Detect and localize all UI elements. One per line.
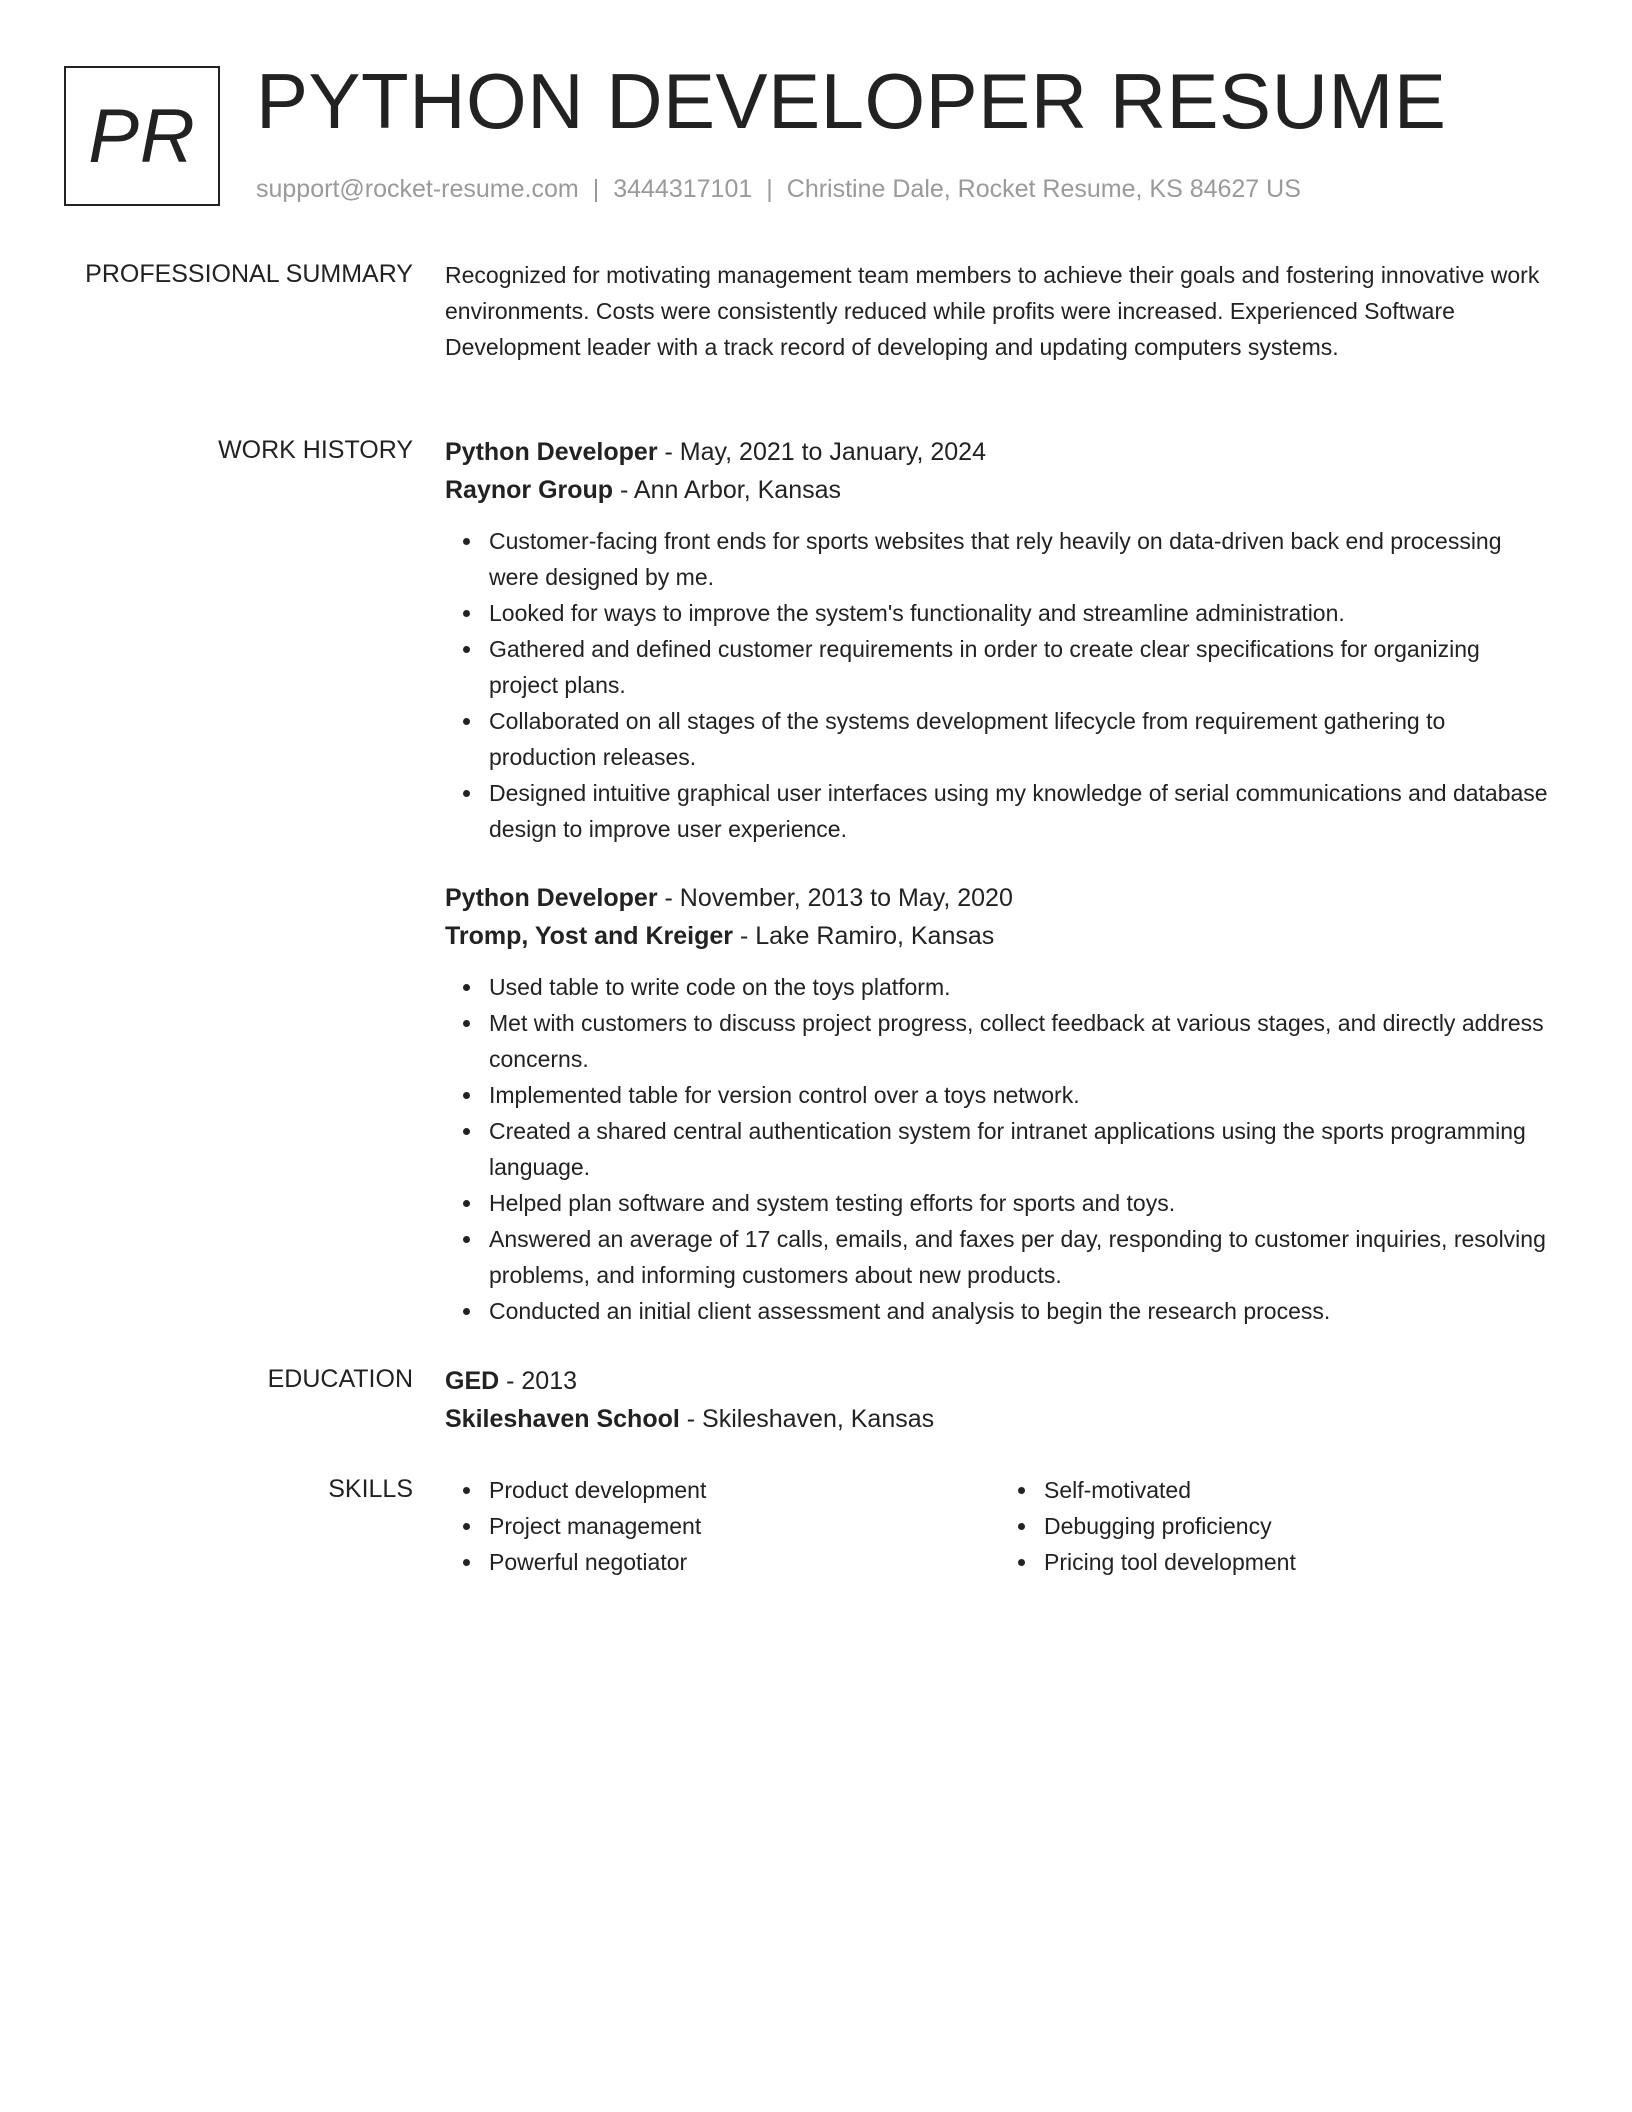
section-heading-education: EDUCATION xyxy=(267,1365,413,1393)
job-title-line xyxy=(445,879,1555,917)
skill-item: Powerful negotiator xyxy=(489,1544,1000,1580)
summary-text: Recognized for motivating management team members to achieve their goals and fostering innovative work environments. Costs were consistently reduced while profits were increased. Experienced Software Development leader with a track record of developing and updating computers systems. xyxy=(445,262,1540,360)
job-bullets xyxy=(445,969,1555,1329)
job-title-line xyxy=(445,433,1555,471)
job-bullets xyxy=(445,523,1555,847)
education-degree-line xyxy=(445,1362,1555,1400)
list-item: Used table to write code on the toys platform. xyxy=(489,969,1555,1005)
contact-separator: | xyxy=(592,175,600,203)
section-heading-work-history: WORK HISTORY xyxy=(218,436,413,464)
education-school-line xyxy=(445,1400,1555,1438)
job-entry xyxy=(445,433,1555,847)
monogram-initials: PR xyxy=(88,93,196,179)
education-year: - 2013 xyxy=(499,1367,578,1395)
job-dates: - November, 2013 to May, 2020 xyxy=(657,884,1013,912)
job-title: Python Developer xyxy=(445,884,658,912)
job-title: Python Developer xyxy=(445,438,658,466)
contact-email: support@rocket-resume.com xyxy=(256,175,579,203)
list-item: Gathered and defined customer requirements in order to create clear specifications for organizing project plans. xyxy=(489,631,1555,703)
job-company-line xyxy=(445,471,1555,509)
job-entry xyxy=(445,879,1555,1329)
contact-phone: 3444317101 xyxy=(613,175,753,203)
skills-list-left xyxy=(445,1472,1000,1580)
list-item: Answered an average of 17 calls, emails, and faxes per day, responding to customer inquiries, resolving problems, and informing customers about new products. xyxy=(489,1221,1555,1293)
list-item: Met with customers to discuss project progress, collect feedback at various stages, and directly address concerns. xyxy=(489,1005,1555,1077)
skill-item: Pricing tool development xyxy=(1044,1544,1555,1580)
list-item: Implemented table for version control over a toys network. xyxy=(489,1077,1555,1113)
education-degree: GED xyxy=(445,1367,500,1395)
job-dates: - May, 2021 to January, 2024 xyxy=(657,438,986,466)
section-heading-skills: SKILLS xyxy=(328,1475,413,1503)
list-item: Created a shared central authentication system for intranet applications using the sports programming language. xyxy=(489,1113,1555,1185)
contact-address: Christine Dale, Rocket Resume, KS 84627 US xyxy=(786,175,1301,203)
skills-columns xyxy=(445,1472,1555,1580)
list-item: Conducted an initial client assessment and analysis to begin the research process. xyxy=(489,1293,1555,1329)
resume-title: PYTHON DEVELOPER RESUME xyxy=(256,57,1447,145)
list-item: Helped plan software and system testing efforts for sports and toys. xyxy=(489,1185,1555,1221)
skill-item: Self-motivated xyxy=(1044,1472,1555,1508)
skill-item: Product development xyxy=(489,1472,1000,1508)
job-company: Raynor Group xyxy=(445,476,614,504)
monogram-box xyxy=(64,66,220,206)
contact-line xyxy=(256,172,1301,206)
job-company: Tromp, Yost and Kreiger xyxy=(445,922,734,950)
job-location: - Lake Ramiro, Kansas xyxy=(733,922,995,950)
education-school: Skileshaven School xyxy=(445,1405,680,1433)
job-location: - Ann Arbor, Kansas xyxy=(613,476,841,504)
education-location: - Skileshaven, Kansas xyxy=(679,1405,935,1433)
skill-item: Debugging proficiency xyxy=(1044,1508,1555,1544)
list-item: Collaborated on all stages of the systems development lifecycle from requirement gathering to production releases. xyxy=(489,703,1555,775)
skills-list-right xyxy=(1000,1472,1555,1580)
job-company-line xyxy=(445,917,1555,955)
list-item: Customer-facing front ends for sports websites that rely heavily on data-driven back end processing were designed by me. xyxy=(489,523,1555,595)
skill-item: Project management xyxy=(489,1508,1000,1544)
list-item: Looked for ways to improve the system's functionality and streamline administration. xyxy=(489,595,1555,631)
list-item: Designed intuitive graphical user interfaces using my knowledge of serial communications and database design to improve user experience. xyxy=(489,775,1555,847)
contact-separator: | xyxy=(766,175,773,203)
section-heading-summary: PROFESSIONAL SUMMARY xyxy=(85,260,413,288)
